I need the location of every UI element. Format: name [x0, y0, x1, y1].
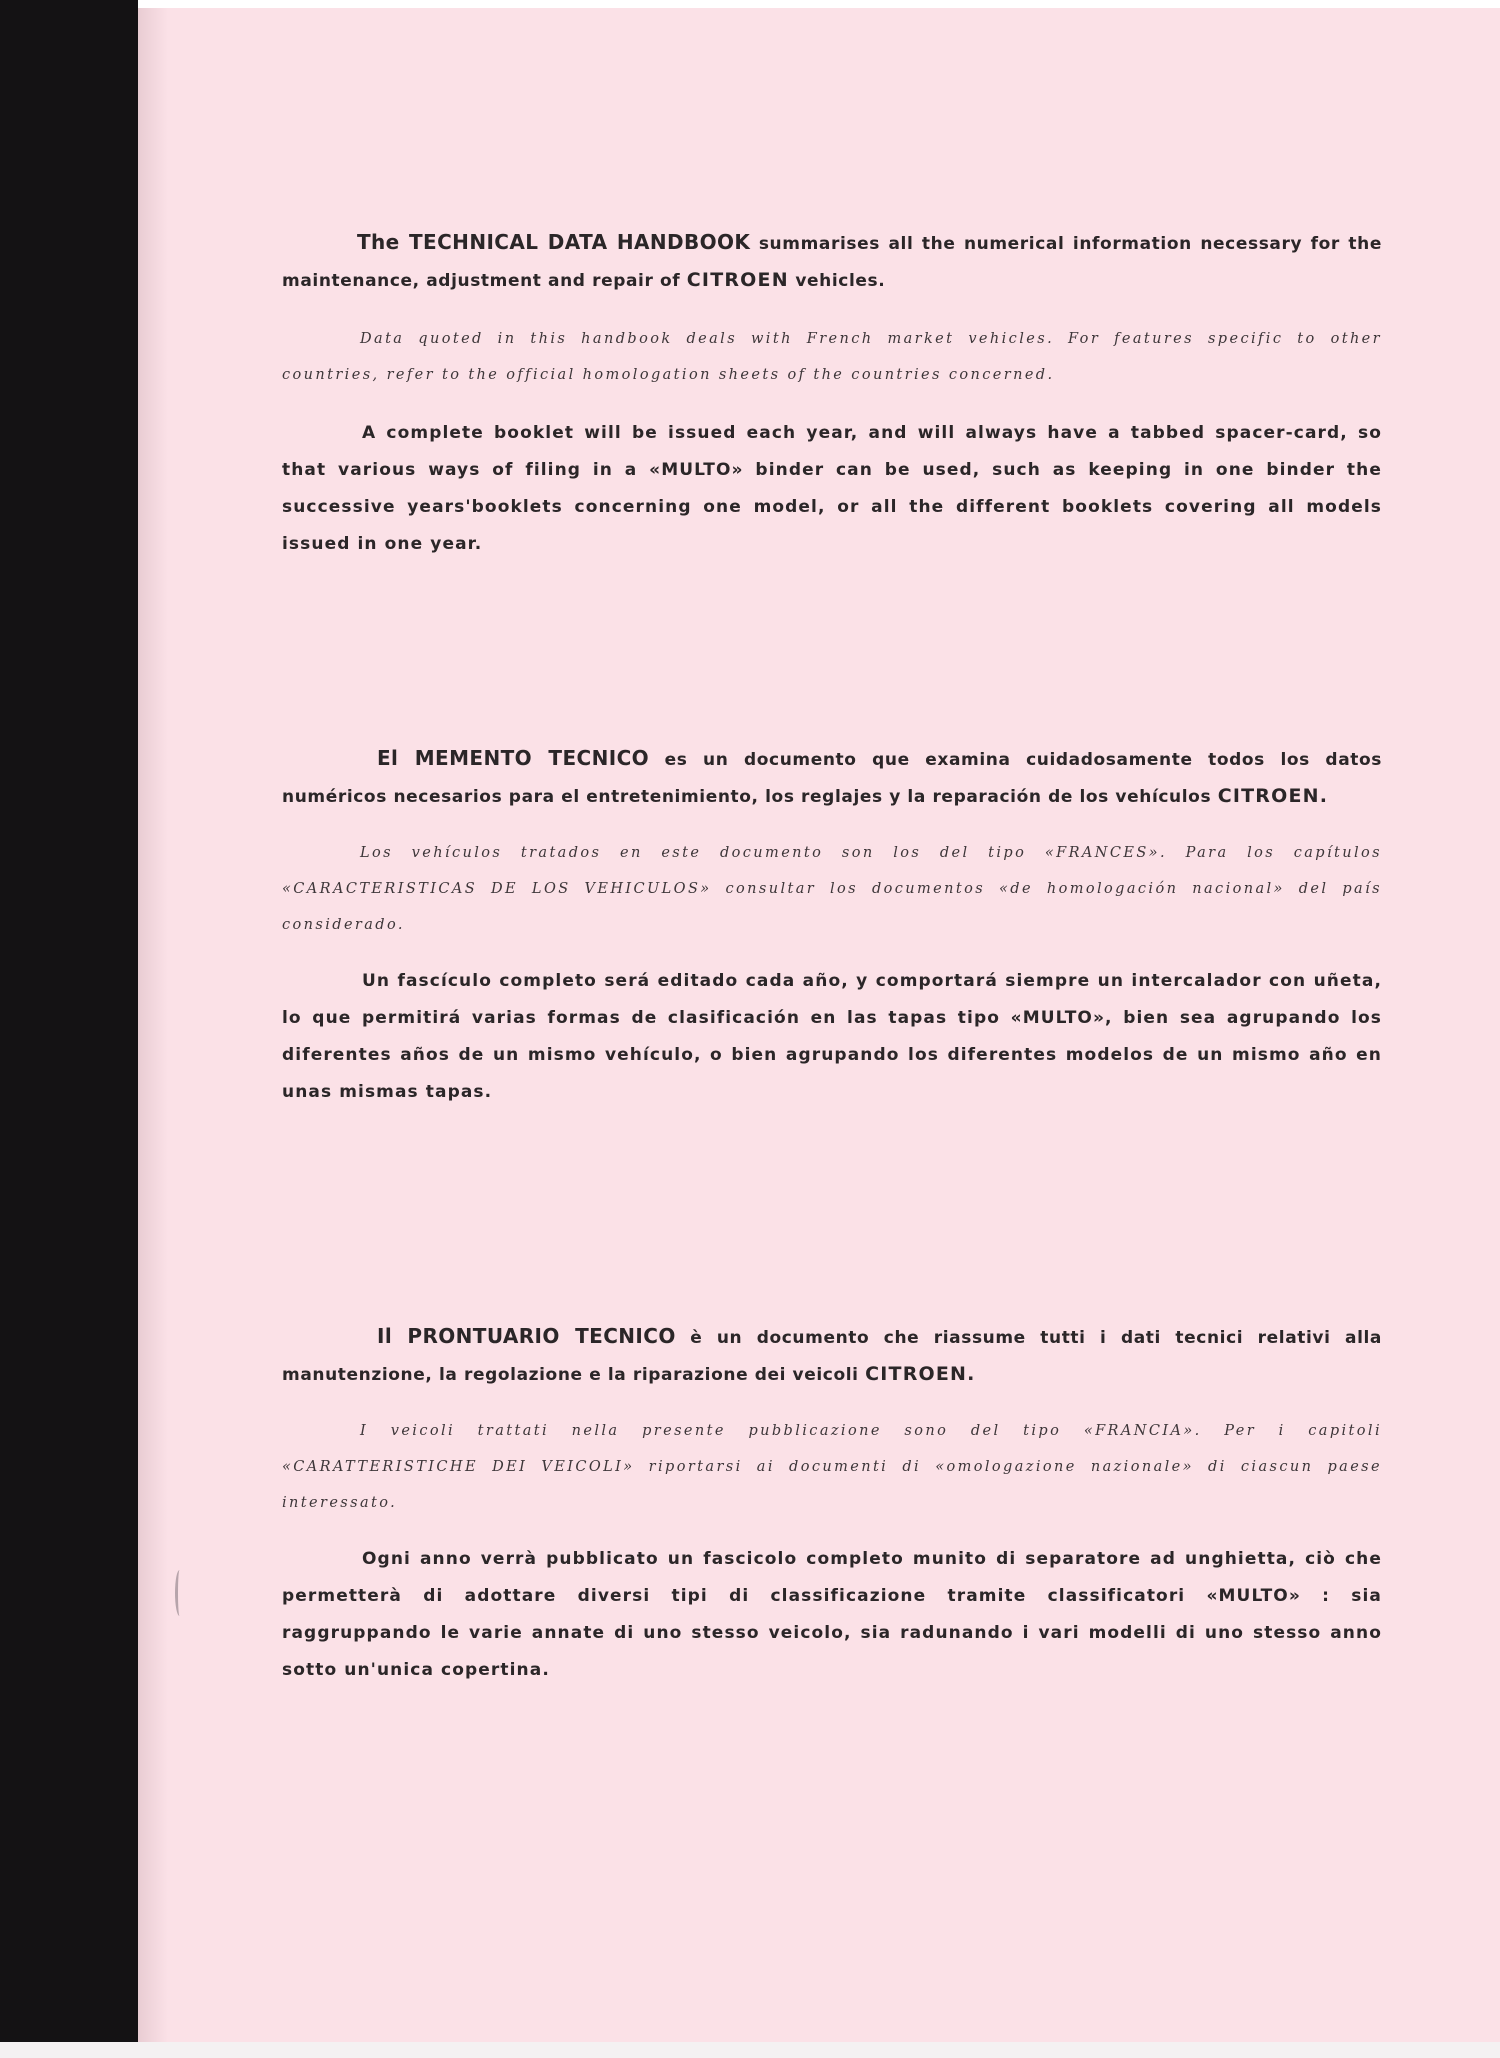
- scan-mark: [175, 1570, 184, 1616]
- english-brand: CITROEN: [686, 269, 789, 291]
- italian-intro: Il PRONTUARIO TECNICO è un documento che riassume tutti i dati tecnici relativi alla manutenzione, la regolazione e la riparazione dei veicoli CITROEN.: [282, 1324, 1382, 1385]
- spanish-section: [282, 740, 1382, 1111]
- english-intro: The TECHNICAL DATA HANDBOOK summarises all the numerical information necessary for the maintenance, adjustment and repair of CITROEN vehicles.: [282, 230, 1382, 291]
- italian-section: [282, 1318, 1382, 1689]
- italian-body: Ogni anno verrà pubblicato un fascicolo completo munito di separatore ad unghietta, ciò che permetterà di adottare diversi tipi di classificazione tramite classificatori «MULTO» : sia raggruppando le varie annate di uno stesso veicolo, sia radunando i vari modelli di uno stesso anno sotto un'unica copertina.: [282, 1549, 1382, 1680]
- spanish-intro: El MEMENTO TECNICO es un documento que examina cuidadosamente todos los datos numéricos necesarios para el entretenimiento, los reglajes y la reparación de los vehículos CITROEN.: [282, 746, 1382, 807]
- spanish-note: Los vehículos tratados en este documento son los del tipo «FRANCES». Para los capítulos «CARACTERISTICAS DE LOS VEHICULOS» consultar los documentos «de homologación nacional» del país considerado.: [282, 845, 1382, 933]
- english-intro-title: The TECHNICAL DATA HANDBOOK: [357, 230, 751, 254]
- spanish-intro-title: El MEMENTO TECNICO: [377, 746, 650, 770]
- english-note: Data quoted in this handbook deals with French market vehicles. For features specific to other countries, refer to the official homologation sheets of the countries concerned.: [282, 331, 1382, 383]
- italian-brand: CITROEN.: [865, 1363, 976, 1385]
- scan-bottom-edge: [0, 2042, 1500, 2058]
- english-body: A complete booklet will be issued each year, and will always have a tabbed spacer-card, so that various ways of filing in a «MULTO» binder can be used, such as keeping in one binder the successive years'booklets concerning one model, or all the different booklets covering all models issued in one year.: [282, 423, 1382, 554]
- english-section: [282, 224, 1382, 563]
- spanish-body: Un fascículo completo será editado cada año, y comportará siempre un intercalador con uñeta, lo que permitirá varias formas de clasificación en las tapas tipo «MULTO», bien sea agrupando los diferentes años de un mismo vehículo, o bien agrupando los diferentes modelos de un mismo año en unas mismas tapas.: [282, 971, 1382, 1102]
- italian-note: I veicoli trattati nella presente pubblicazione sono del tipo «FRANCIA». Per i capitoli «CARATTERISTICHE DEI VEICOLI» riportarsi ai documenti di «omologazione nazionale» di ciascun paese interessato.: [282, 1423, 1382, 1511]
- binding-shadow: [0, 0, 138, 2058]
- italian-intro-title: Il PRONTUARIO TECNICO: [377, 1324, 676, 1348]
- spanish-brand: CITROEN.: [1217, 785, 1329, 807]
